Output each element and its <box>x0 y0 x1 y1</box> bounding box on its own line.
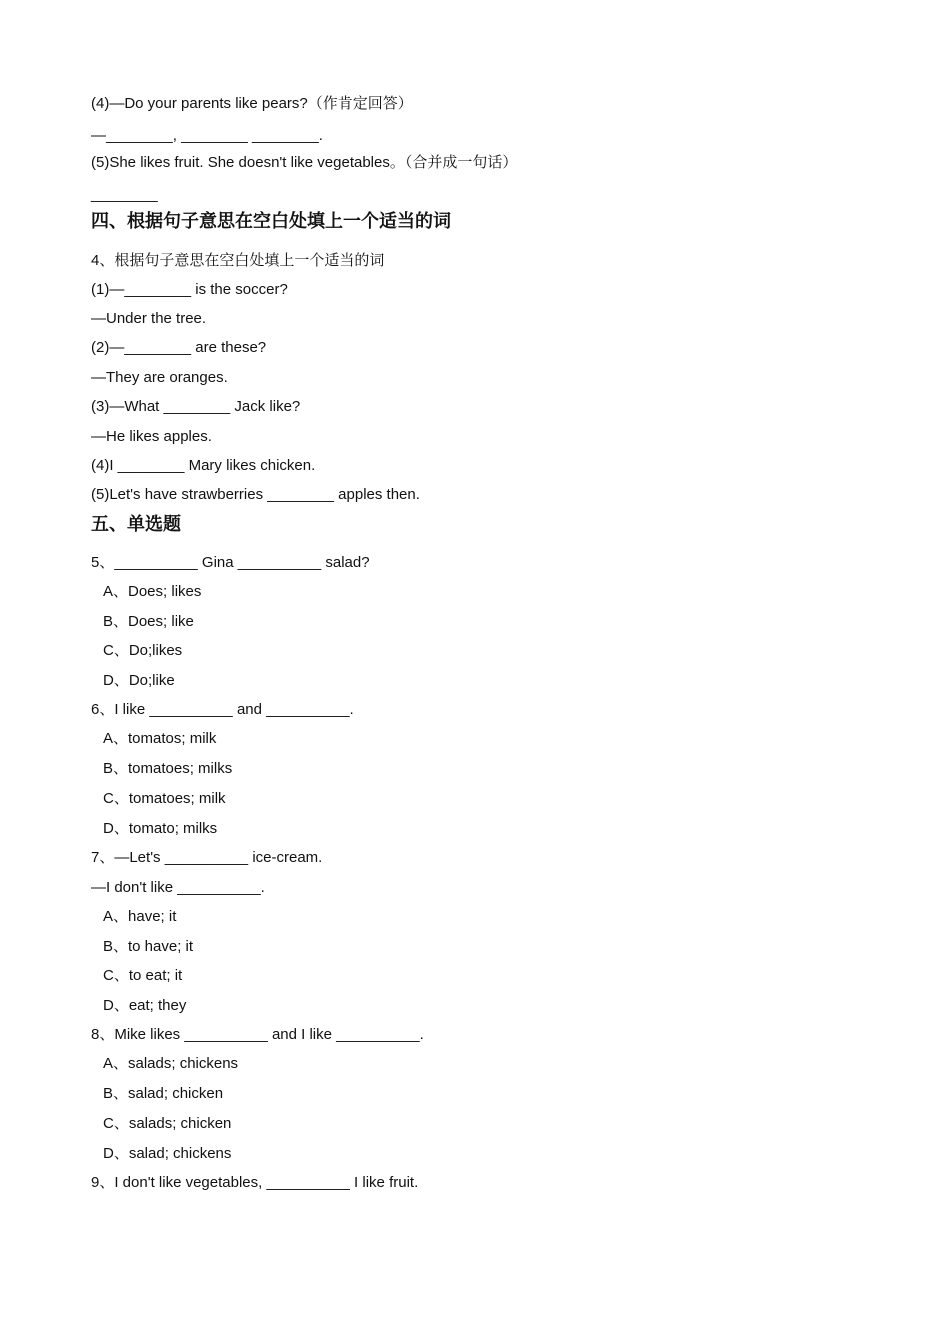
option-b: B、salad; chicken <box>103 1085 224 1102</box>
option-a: A、salads; chickens <box>103 1055 239 1072</box>
option-d: D、tomato; milks <box>103 820 218 837</box>
option-c: C、salads; chicken <box>103 1115 232 1132</box>
option-c: C、Do;likes <box>103 642 183 659</box>
option-c: C、tomatoes; milk <box>103 790 226 807</box>
option-b: B、Does; like <box>103 613 194 630</box>
answer-line: —They are oranges. <box>91 369 228 386</box>
question-line: (4)—Do your parents like pears?（作肯定回答） <box>91 95 413 112</box>
question-stem: 8、Mike likes __________ and I like __________. <box>91 1026 424 1043</box>
question-title: 4、根据句子意思在空白处填上一个适当的词 <box>91 252 385 269</box>
answer-blank-line: ________ <box>91 186 158 203</box>
section-heading-4: 四、根据句子意思在空白处填上一个适当的词 <box>91 211 451 232</box>
option-b: B、to have; it <box>103 938 194 955</box>
answer-blank-line: —________, ________ ________. <box>91 127 323 144</box>
option-d: D、Do;like <box>103 672 175 689</box>
question-line: (5)Let's have strawberries ________ apples then. <box>91 486 420 503</box>
question-line: (5)She likes fruit. She doesn't like vegetables。（合并成一句话） <box>91 154 518 171</box>
question-line: (1)—________ is the soccer? <box>91 281 288 298</box>
question-line: (4)I ________ Mary likes chicken. <box>91 457 316 474</box>
question-stem: 6、I like __________ and __________. <box>91 701 354 718</box>
option-c: C、to eat; it <box>103 967 183 984</box>
question-stem: 5、__________ Gina __________ salad? <box>91 554 370 571</box>
option-d: D、salad; chickens <box>103 1145 232 1162</box>
option-a: A、tomatos; milk <box>103 730 217 747</box>
option-b: B、tomatoes; milks <box>103 760 233 777</box>
question-stem: 9、I don't like vegetables, __________ I like fruit. <box>91 1174 419 1191</box>
option-d: D、eat; they <box>103 997 187 1014</box>
option-a: A、Does; likes <box>103 583 202 600</box>
option-a: A、have; it <box>103 908 177 925</box>
question-stem-second-line: —I don't like __________. <box>91 879 265 896</box>
answer-line: —Under the tree. <box>91 310 207 327</box>
question-line: (2)—________ are these? <box>91 339 267 356</box>
answer-line: —He likes apples. <box>91 428 212 445</box>
question-line: (3)—What ________ Jack like? <box>91 398 301 415</box>
section-heading-5: 五、单选题 <box>91 514 181 535</box>
question-stem: 7、—Let's __________ ice-cream. <box>91 849 323 866</box>
